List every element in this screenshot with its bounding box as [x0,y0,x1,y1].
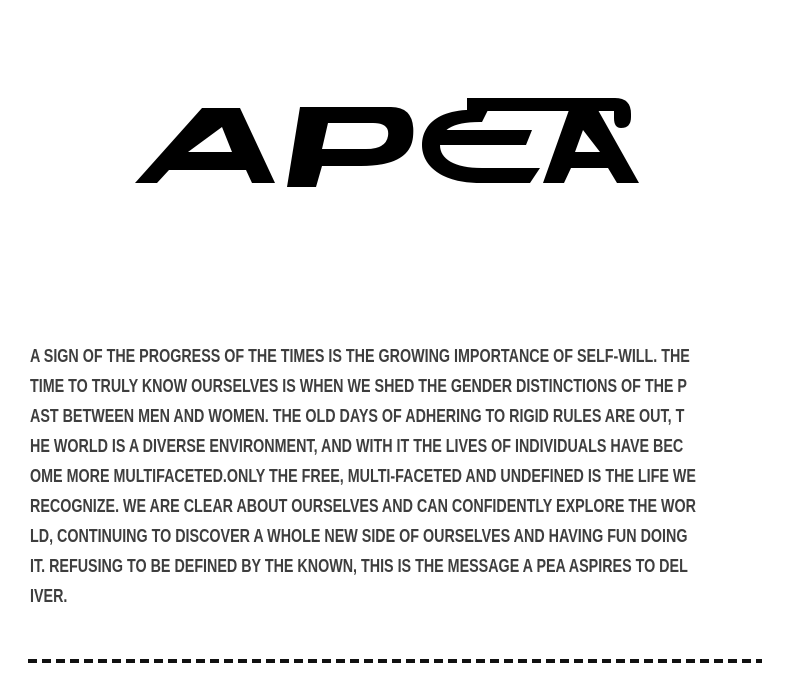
brand-manifesto-paragraph [30,341,769,611]
manifesto-line: IVER. [30,586,68,606]
apea-logo [128,90,643,190]
manifesto-line: RECOGNIZE. WE ARE CLEAR ABOUT OURSELVES AND CAN CONFIDENTLY EXPLORE THE WOR [30,496,696,516]
manifesto-line: IT. REFUSING TO BE DEFINED BY THE KNOWN, THIS IS THE MESSAGE A PEA ASPIRES TO DEL [30,556,688,576]
apea-logo-graphic [128,90,643,190]
manifesto-line: TIME TO TRULY KNOW OURSELVES IS WHEN WE SHED THE GENDER DISTINCTIONS OF THE P [30,376,687,396]
manifesto-line: A SIGN OF THE PROGRESS OF THE TIMES IS THE GROWING IMPORTANCE OF SELF-WILL. THE [30,346,690,366]
manifesto-line: LD, CONTINUING TO DISCOVER A WHOLE NEW SIDE OF OURSELVES AND HAVING FUN DOING [30,526,688,546]
manifesto-line: HE WORLD IS A DIVERSE ENVIRONMENT, AND WITH IT THE LIVES OF INDIVIDUALS HAVE BEC [30,436,684,456]
manifesto-line: AST BETWEEN MEN AND WOMEN. THE OLD DAYS OF ADHERING TO RIGID RULES ARE OUT, T [30,406,685,426]
manifesto-line: OME MORE MULTIFACETED.ONLY THE FREE, MULTI-FACETED AND UNDEFINED IS THE LIFE WE [30,466,696,486]
dashed-divider [28,659,762,663]
